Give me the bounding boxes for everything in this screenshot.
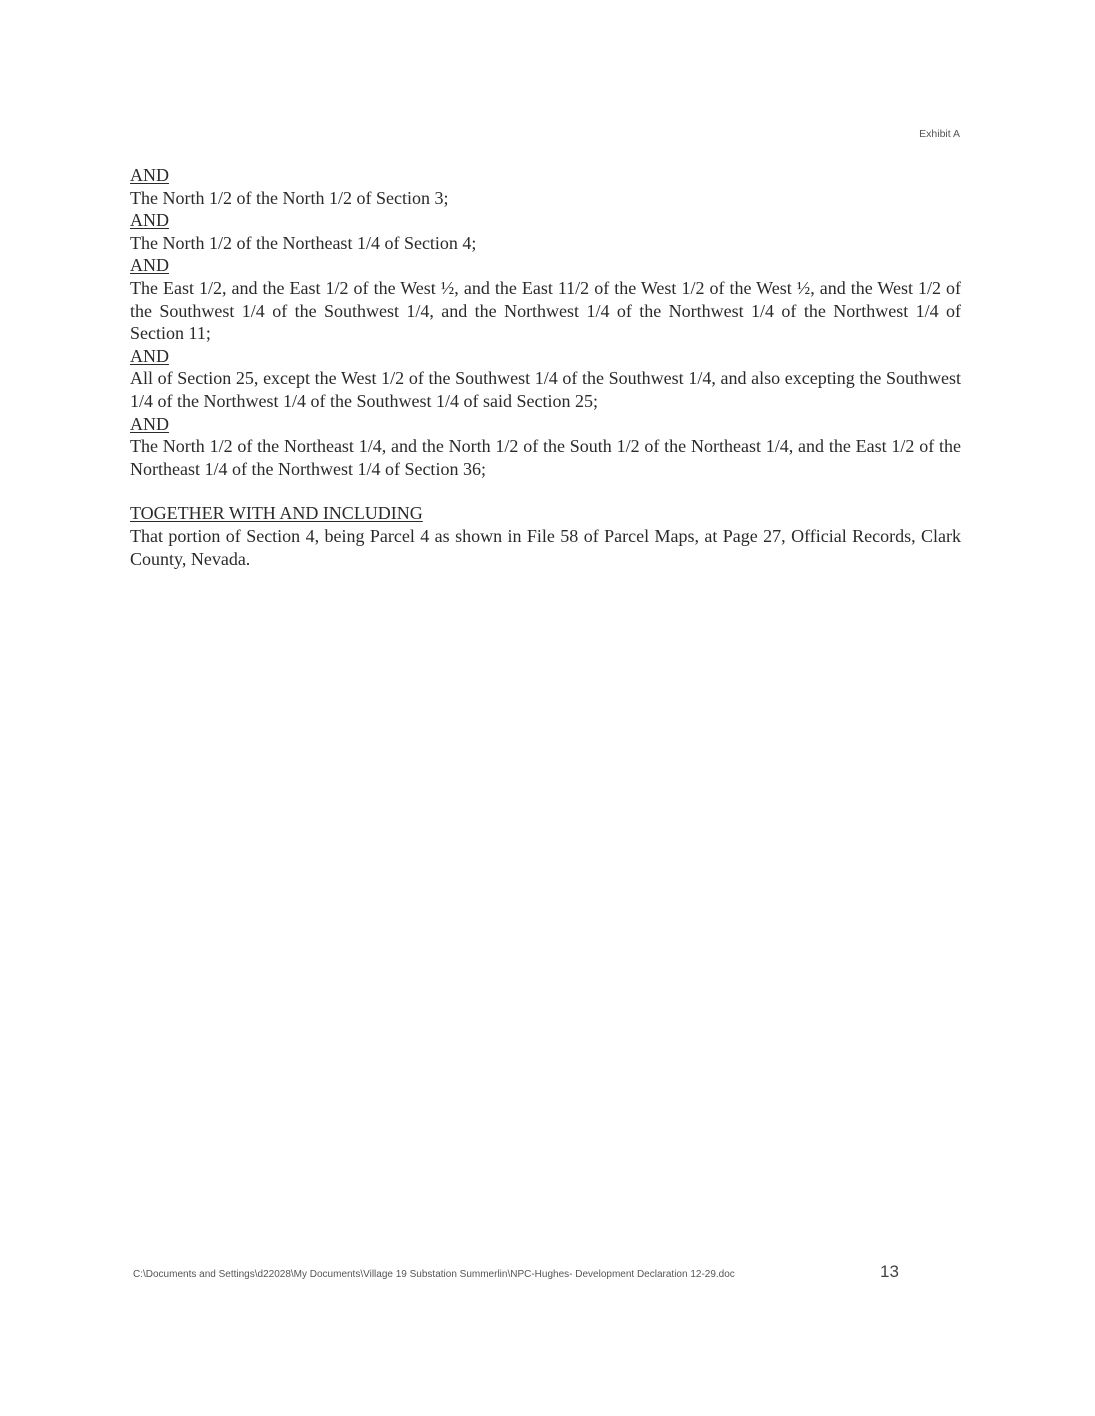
and-heading: AND — [130, 413, 169, 434]
and-heading: AND — [130, 165, 169, 185]
together-description: That portion of Section 4, being Parcel 4 as shown in File 58 of Parcel Maps, at Page 27, Official Records, Clark County, Nevada. — [130, 525, 961, 569]
parcel-description: The North 1/2 of the Northeast 1/4, and the North 1/2 of the South 1/2 of the Northeast 1/4, and the East 1/2 of the Northeast 1/4 of the Northwest 1/4 of Section 36; — [130, 436, 961, 479]
parcel-description: The East 1/2, and the East 1/2 of the West ½, and the East 11/2 of the West 1/2 of the West ½, and the West 1/2 of the Southwest 1/4 of the Southwest 1/4, and the Northwest 1/4 of the Northwest 1/4 of the Northwest 1/4 of Section 11; — [130, 277, 961, 344]
section-block — [130, 413, 961, 481]
exhibit-label: Exhibit A — [919, 128, 960, 140]
section-block — [130, 254, 961, 344]
parcel-description: All of Section 25, except the West 1/2 of the Southwest 1/4 of the Southwest 1/4, and also excepting the Southwest 1/4 of the Northwest 1/4 of the Southwest 1/4 of said Section 25; — [130, 368, 961, 411]
legal-description — [130, 164, 961, 570]
together-heading: TOGETHER WITH AND INCLUDING — [130, 503, 423, 524]
section-block — [130, 209, 961, 254]
and-heading: AND — [130, 255, 169, 276]
parcel-description: The North 1/2 of the Northeast 1/4 of Section 4; — [130, 232, 477, 253]
section-block — [130, 345, 961, 413]
parcel-description: The North 1/2 of the North 1/2 of Section 3; — [130, 187, 449, 208]
section-block — [130, 164, 961, 209]
page-number: 13 — [880, 1262, 899, 1281]
footer-file-path: C:\Documents and Settings\d22028\My Documents\Village 19 Substation Summerlin\NPC-Hughes- Development Declaration 12-29.doc — [133, 1269, 735, 1280]
and-heading: AND — [130, 345, 169, 366]
together-section — [130, 502, 961, 570]
and-heading: AND — [130, 210, 169, 231]
